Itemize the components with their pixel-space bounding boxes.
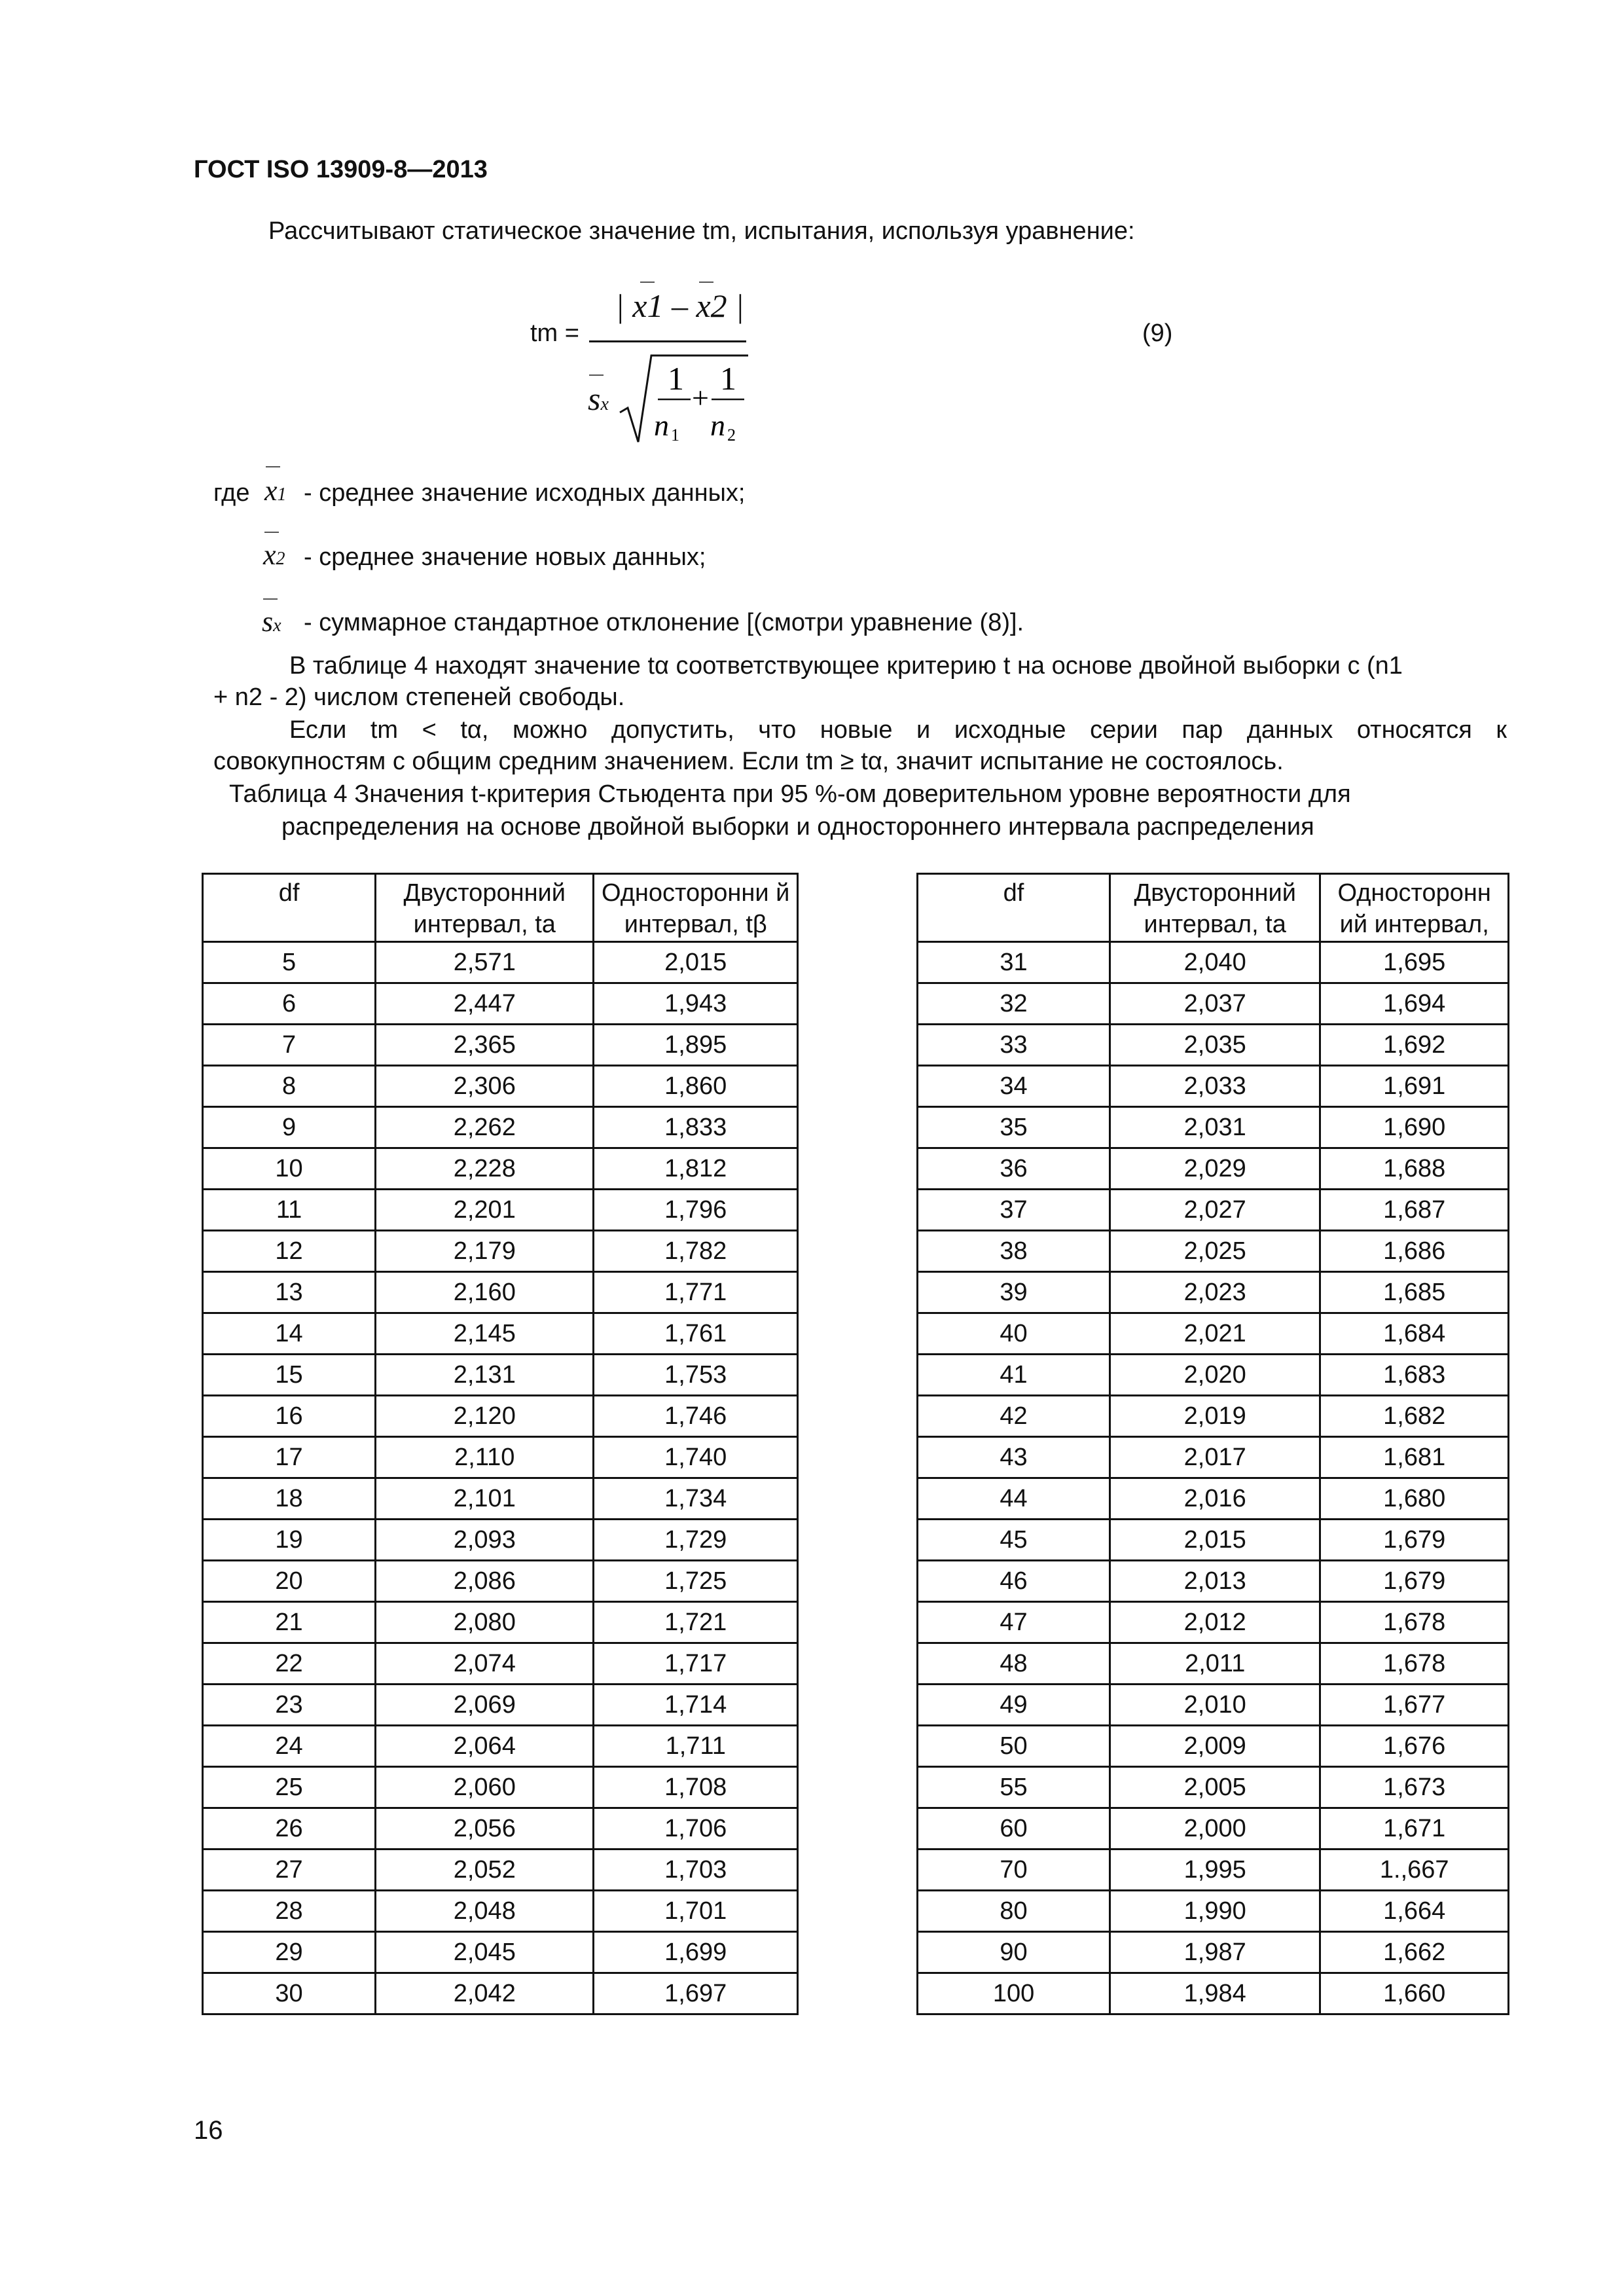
cell-one-sided: 1,682 (1320, 1396, 1509, 1437)
cell-two-sided: 2,000 (1110, 1808, 1320, 1850)
table-row (918, 1767, 1509, 1808)
cell-df: 20 (203, 1561, 376, 1602)
cell-two-sided: 2,045 (376, 1932, 594, 1973)
cell-df: 35 (918, 1107, 1110, 1148)
definition-symbol-x1: x1 (264, 475, 287, 507)
table-row (203, 1148, 798, 1190)
cell-one-sided: 1,706 (594, 1808, 798, 1850)
table-row (918, 1685, 1509, 1726)
cell-one-sided: 1,771 (594, 1272, 798, 1313)
cell-two-sided: 2,020 (1110, 1355, 1320, 1396)
cell-df: 49 (918, 1685, 1110, 1726)
table-row (203, 1066, 798, 1107)
cell-two-sided: 2,056 (376, 1808, 594, 1850)
cell-one-sided: 1,686 (1320, 1231, 1509, 1272)
cell-one-sided: 1,695 (1320, 942, 1509, 983)
cell-two-sided: 2,035 (1110, 1025, 1320, 1066)
cell-two-sided: 2,110 (376, 1437, 594, 1478)
cell-two-sided: 2,048 (376, 1891, 594, 1932)
cell-two-sided: 2,040 (1110, 942, 1320, 983)
cell-two-sided: 2,080 (376, 1602, 594, 1643)
definition-x1: - среднее значение исходных данных; (304, 479, 746, 507)
cell-one-sided: 1,671 (1320, 1808, 1509, 1850)
col-header-df: df (203, 874, 376, 942)
cell-df: 70 (918, 1850, 1110, 1891)
cell-one-sided: 1,679 (1320, 1561, 1509, 1602)
cell-two-sided: 2,033 (1110, 1066, 1320, 1107)
cell-two-sided: 2,160 (376, 1272, 594, 1313)
cell-one-sided: 1,721 (594, 1602, 798, 1643)
cell-one-sided: 1,664 (1320, 1891, 1509, 1932)
cell-two-sided: 2,031 (1110, 1107, 1320, 1148)
cell-two-sided: 2,365 (376, 1025, 594, 1066)
table-row (918, 1025, 1509, 1066)
cell-one-sided: 1,676 (1320, 1726, 1509, 1767)
table-row (918, 1973, 1509, 2014)
cell-two-sided: 2,145 (376, 1313, 594, 1355)
cell-two-sided: 2,017 (1110, 1437, 1320, 1478)
cell-one-sided: 1,690 (1320, 1107, 1509, 1148)
cell-two-sided: 2,447 (376, 983, 594, 1025)
table-row (918, 1726, 1509, 1767)
col-header-one-sided: Односторонни й интервал, tβ (594, 874, 798, 942)
cell-one-sided: 1,761 (594, 1313, 798, 1355)
formula-numerator: | x1 – x2 | (615, 287, 744, 324)
paragraph-2-line-2: совокупностям с общим средним значением. Если tm ≥ tα, значит испытание не состоялось. (213, 748, 1284, 775)
cell-df: 32 (918, 983, 1110, 1025)
cell-df: 24 (203, 1726, 376, 1767)
cell-two-sided: 2,074 (376, 1643, 594, 1685)
table-row (203, 1850, 798, 1891)
cell-one-sided: 1,680 (1320, 1478, 1509, 1520)
cell-one-sided: 1,782 (594, 1231, 798, 1272)
cell-two-sided: 2,120 (376, 1396, 594, 1437)
paragraph-1-line-2: + n2 - 2) числом степеней свободы. (213, 683, 625, 711)
cell-two-sided: 2,306 (376, 1066, 594, 1107)
cell-one-sided: 1,694 (1320, 983, 1509, 1025)
table-row (918, 1272, 1509, 1313)
cell-one-sided: 1,714 (594, 1685, 798, 1726)
table-row (203, 983, 798, 1025)
cell-two-sided: 2,015 (1110, 1520, 1320, 1561)
cell-df: 9 (203, 1107, 376, 1148)
cell-one-sided: 1,688 (1320, 1148, 1509, 1190)
table-row (918, 1561, 1509, 1602)
formula-number: (9) (1142, 319, 1173, 347)
svg-text:1: 1 (668, 360, 684, 397)
cell-df: 100 (918, 1973, 1110, 2014)
svg-text:1: 1 (671, 426, 679, 445)
table-row (203, 1685, 798, 1726)
table-row (203, 1932, 798, 1973)
cell-df: 37 (918, 1190, 1110, 1231)
cell-df: 26 (203, 1808, 376, 1850)
cell-one-sided: 1,681 (1320, 1437, 1509, 1478)
cell-two-sided: 2,037 (1110, 983, 1320, 1025)
cell-df: 29 (203, 1932, 376, 1973)
cell-one-sided: 1,697 (594, 1973, 798, 2014)
table-row (918, 1932, 1509, 1973)
cell-one-sided: 1,662 (1320, 1932, 1509, 1973)
definition-symbol-x2: x2 (263, 539, 285, 571)
cell-df: 60 (918, 1808, 1110, 1850)
cell-df: 39 (918, 1272, 1110, 1313)
cell-one-sided: 1,943 (594, 983, 798, 1025)
cell-two-sided: 2,027 (1110, 1190, 1320, 1231)
table-row (918, 1808, 1509, 1850)
table-row (918, 942, 1509, 983)
definition-x2: - среднее значение новых данных; (304, 543, 706, 571)
cell-two-sided: 2,201 (376, 1190, 594, 1231)
cell-two-sided: 2,101 (376, 1478, 594, 1520)
cell-df: 48 (918, 1643, 1110, 1685)
cell-two-sided: 2,012 (1110, 1602, 1320, 1643)
cell-df: 15 (203, 1355, 376, 1396)
paragraph-2-line-1: Если tm < tα, можно допустить, что новые и исходные серии пар данных относятся к (289, 716, 1507, 744)
cell-df: 31 (918, 942, 1110, 983)
table-row (203, 1355, 798, 1396)
cell-df: 30 (203, 1973, 376, 2014)
cell-one-sided: 1,699 (594, 1932, 798, 1973)
cell-one-sided: 1,687 (1320, 1190, 1509, 1231)
cell-one-sided: 1,729 (594, 1520, 798, 1561)
cell-one-sided: 2,015 (594, 942, 798, 983)
svg-text:n: n (654, 409, 669, 442)
sqrt-radical-icon (619, 350, 749, 448)
cell-df: 10 (203, 1148, 376, 1190)
table-row (918, 1066, 1509, 1107)
table-row (918, 1148, 1509, 1190)
cell-one-sided: 1,685 (1320, 1272, 1509, 1313)
table-row (203, 1396, 798, 1437)
cell-df: 8 (203, 1066, 376, 1107)
table-row (203, 1726, 798, 1767)
cell-df: 13 (203, 1272, 376, 1313)
cell-one-sided: 1,691 (1320, 1066, 1509, 1107)
cell-df: 27 (203, 1850, 376, 1891)
cell-one-sided: 1,860 (594, 1066, 798, 1107)
cell-one-sided: 1,717 (594, 1643, 798, 1685)
cell-one-sided: 1,703 (594, 1850, 798, 1891)
cell-two-sided: 1,995 (1110, 1850, 1320, 1891)
cell-df: 47 (918, 1602, 1110, 1643)
cell-two-sided: 1,984 (1110, 1973, 1320, 2014)
cell-df: 6 (203, 983, 376, 1025)
cell-two-sided: 2,131 (376, 1355, 594, 1396)
cell-two-sided: 2,060 (376, 1767, 594, 1808)
cell-df: 42 (918, 1396, 1110, 1437)
cell-df: 12 (203, 1231, 376, 1272)
cell-two-sided: 2,010 (1110, 1685, 1320, 1726)
table-row (203, 1643, 798, 1685)
cell-two-sided: 2,179 (376, 1231, 594, 1272)
intro-text: Рассчитывают статическое значение tm, испытания, используя уравнение: (268, 217, 1135, 245)
cell-df: 43 (918, 1437, 1110, 1478)
cell-one-sided: 1,708 (594, 1767, 798, 1808)
cell-df: 40 (918, 1313, 1110, 1355)
cell-two-sided: 2,086 (376, 1561, 594, 1602)
cell-df: 38 (918, 1231, 1110, 1272)
cell-one-sided: 1,684 (1320, 1313, 1509, 1355)
cell-two-sided: 2,262 (376, 1107, 594, 1148)
table-row (203, 1437, 798, 1478)
table-row (203, 1808, 798, 1850)
cell-df: 80 (918, 1891, 1110, 1932)
table-caption-line-2: распределения на основе двойной выборки и одностороннего интервала распределения (281, 813, 1314, 841)
cell-two-sided: 2,009 (1110, 1726, 1320, 1767)
table-row (203, 1313, 798, 1355)
cell-df: 16 (203, 1396, 376, 1437)
cell-df: 41 (918, 1355, 1110, 1396)
cell-two-sided: 2,069 (376, 1685, 594, 1726)
document-code: ГОСТ ISO 13909-8—2013 (194, 156, 488, 183)
cell-one-sided: 1,833 (594, 1107, 798, 1148)
cell-one-sided: 1,692 (1320, 1025, 1509, 1066)
table-row (918, 1850, 1509, 1891)
cell-df: 46 (918, 1561, 1110, 1602)
cell-two-sided: 1,987 (1110, 1932, 1320, 1973)
table-row (918, 983, 1509, 1025)
col-header-two-sided: Двусторонний интервал, ta (1110, 874, 1320, 942)
cell-df: 90 (918, 1932, 1110, 1973)
table-row (918, 1891, 1509, 1932)
cell-two-sided: 2,025 (1110, 1231, 1320, 1272)
table-row (203, 1520, 798, 1561)
table-row (918, 1231, 1509, 1272)
col-header-df: df (918, 874, 1110, 942)
cell-df: 5 (203, 942, 376, 983)
cell-one-sided: 1,746 (594, 1396, 798, 1437)
table-row (918, 1355, 1509, 1396)
cell-one-sided: 1,725 (594, 1561, 798, 1602)
table-row (918, 1107, 1509, 1148)
cell-two-sided: 2,005 (1110, 1767, 1320, 1808)
cell-one-sided: 1,734 (594, 1478, 798, 1520)
cell-df: 34 (918, 1066, 1110, 1107)
cell-two-sided: 2,571 (376, 942, 594, 983)
cell-one-sided: 1,660 (1320, 1973, 1509, 2014)
formula-lhs: tm = (530, 319, 579, 347)
table-row (918, 1190, 1509, 1231)
cell-one-sided: 1,701 (594, 1891, 798, 1932)
table-row (918, 1396, 1509, 1437)
table-row (918, 1478, 1509, 1520)
cell-two-sided: 2,029 (1110, 1148, 1320, 1190)
cell-df: 33 (918, 1025, 1110, 1066)
cell-two-sided: 2,013 (1110, 1561, 1320, 1602)
svg-text:n: n (710, 409, 725, 442)
cell-df: 21 (203, 1602, 376, 1643)
table-caption-line-1: Таблица 4 Значения t-критерия Стьюдента при 95 %-ом доверительном уровне вероятности для (229, 780, 1351, 808)
table-row (918, 1520, 1509, 1561)
cell-df: 28 (203, 1891, 376, 1932)
cell-two-sided: 2,052 (376, 1850, 594, 1891)
cell-df: 17 (203, 1437, 376, 1478)
cell-one-sided: 1,678 (1320, 1602, 1509, 1643)
cell-one-sided: 1,753 (594, 1355, 798, 1396)
table-row (203, 1190, 798, 1231)
cell-df: 45 (918, 1520, 1110, 1561)
cell-two-sided: 2,064 (376, 1726, 594, 1767)
svg-text:1: 1 (720, 360, 736, 397)
cell-one-sided: 1.,667 (1320, 1850, 1509, 1891)
cell-one-sided: 1,812 (594, 1148, 798, 1190)
cell-two-sided: 2,042 (376, 1973, 594, 2014)
definition-sx: - суммарное стандартное отклонение [(смотри уравнение (8)]. (304, 609, 1024, 636)
paragraph-1-line-1: В таблице 4 находят значение tα соответствующее критерию t на основе двойной выборки с (n1 (289, 652, 1403, 680)
definition-symbol-sx: sx (262, 606, 281, 638)
cell-df: 55 (918, 1767, 1110, 1808)
cell-two-sided: 1,990 (1110, 1891, 1320, 1932)
cell-df: 25 (203, 1767, 376, 1808)
table-row (203, 1272, 798, 1313)
cell-two-sided: 2,093 (376, 1520, 594, 1561)
cell-one-sided: 1,673 (1320, 1767, 1509, 1808)
svg-text:2: 2 (727, 426, 736, 445)
cell-one-sided: 1,711 (594, 1726, 798, 1767)
cell-df: 19 (203, 1520, 376, 1561)
cell-df: 23 (203, 1685, 376, 1726)
svg-text:+: + (692, 381, 709, 414)
cell-two-sided: 2,023 (1110, 1272, 1320, 1313)
cell-df: 50 (918, 1726, 1110, 1767)
definition-prefix: где (213, 479, 250, 507)
cell-one-sided: 1,677 (1320, 1685, 1509, 1726)
cell-one-sided: 1,796 (594, 1190, 798, 1231)
table-row (203, 1478, 798, 1520)
cell-two-sided: 2,016 (1110, 1478, 1320, 1520)
table-row (203, 1025, 798, 1066)
table-row (203, 1891, 798, 1932)
cell-df: 36 (918, 1148, 1110, 1190)
cell-one-sided: 1,683 (1320, 1355, 1509, 1396)
cell-df: 22 (203, 1643, 376, 1685)
cell-one-sided: 1,678 (1320, 1643, 1509, 1685)
table-row (203, 1231, 798, 1272)
table-row (203, 942, 798, 983)
cell-df: 18 (203, 1478, 376, 1520)
cell-two-sided: 2,021 (1110, 1313, 1320, 1355)
cell-df: 14 (203, 1313, 376, 1355)
t-table-left (202, 873, 799, 2015)
formula-sx: sx (588, 380, 609, 417)
cell-df: 44 (918, 1478, 1110, 1520)
table-row (918, 1313, 1509, 1355)
col-header-one-sided: Односторонн ий интервал, (1320, 874, 1509, 942)
cell-two-sided: 2,011 (1110, 1643, 1320, 1685)
col-header-two-sided: Двусторонний интервал, ta (376, 874, 594, 942)
cell-two-sided: 2,019 (1110, 1396, 1320, 1437)
t-table-right (916, 873, 1509, 2015)
page-number: 16 (194, 2116, 223, 2145)
cell-two-sided: 2,228 (376, 1148, 594, 1190)
table-row (203, 1767, 798, 1808)
cell-one-sided: 1,895 (594, 1025, 798, 1066)
cell-df: 7 (203, 1025, 376, 1066)
cell-one-sided: 1,740 (594, 1437, 798, 1478)
cell-one-sided: 1,679 (1320, 1520, 1509, 1561)
table-row (203, 1602, 798, 1643)
table-row (918, 1437, 1509, 1478)
table-row (203, 1561, 798, 1602)
cell-df: 11 (203, 1190, 376, 1231)
table-row (203, 1973, 798, 2014)
table-row (203, 1107, 798, 1148)
table-row (918, 1643, 1509, 1685)
table-row (918, 1602, 1509, 1643)
